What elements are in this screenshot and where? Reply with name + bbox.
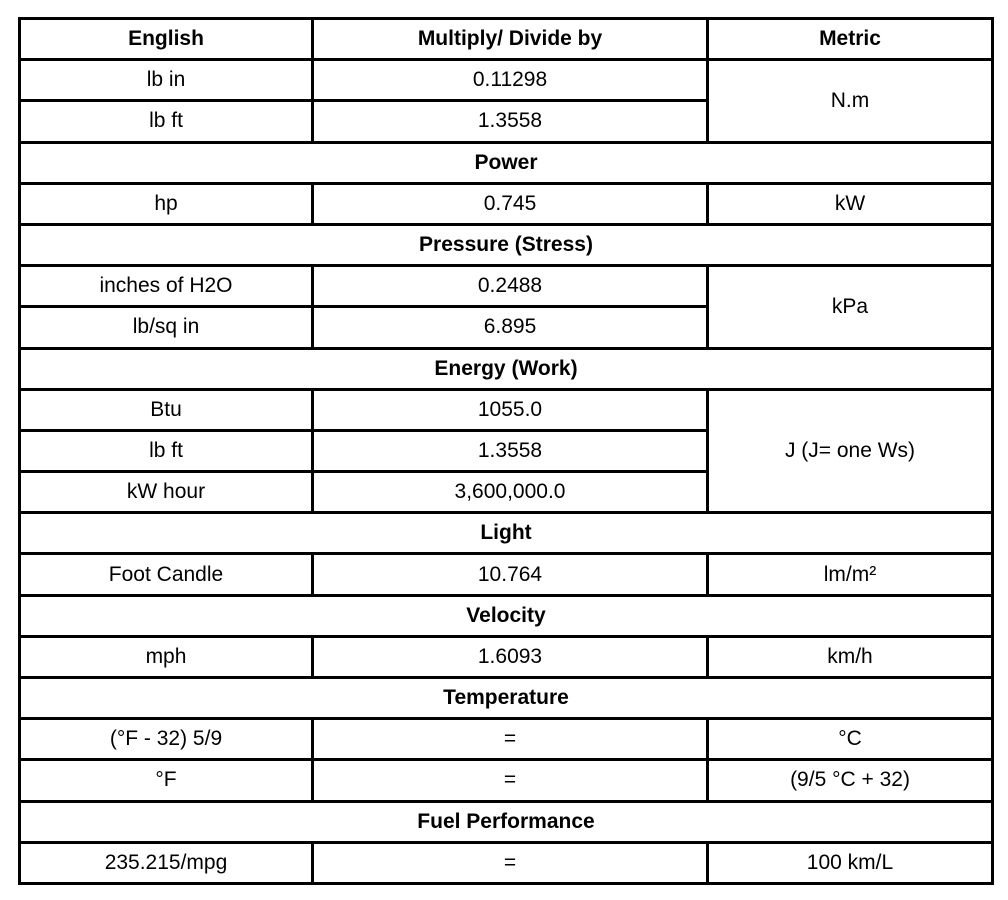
table-row xyxy=(20,60,993,101)
metric-cell: J (J= one Ws) xyxy=(708,389,993,513)
english-cell: mph xyxy=(20,636,313,677)
section-row xyxy=(20,142,993,183)
factor-cell: = xyxy=(313,760,708,801)
section-row xyxy=(20,678,993,719)
factor-cell: 1055.0 xyxy=(313,389,708,430)
english-cell: Foot Candle xyxy=(20,554,313,595)
section-row xyxy=(20,801,993,842)
english-cell: lb in xyxy=(20,60,313,101)
table-row xyxy=(20,842,993,883)
section-row xyxy=(20,595,993,636)
header-english: English xyxy=(20,19,313,60)
metric-cell: 100 km/L xyxy=(708,842,993,883)
section-title: Energy (Work) xyxy=(20,348,993,389)
header-metric: Metric xyxy=(708,19,993,60)
section-title: Temperature xyxy=(20,678,993,719)
metric-cell: km/h xyxy=(708,636,993,677)
header-row xyxy=(20,19,993,60)
factor-cell: 1.3558 xyxy=(313,101,708,142)
metric-cell: °C xyxy=(708,719,993,760)
table-row xyxy=(20,183,993,224)
section-title: Power xyxy=(20,142,993,183)
english-cell: (°F - 32) 5/9 xyxy=(20,719,313,760)
english-cell: °F xyxy=(20,760,313,801)
metric-cell: kW xyxy=(708,183,993,224)
section-row xyxy=(20,348,993,389)
english-cell: hp xyxy=(20,183,313,224)
factor-cell: 6.895 xyxy=(313,307,708,348)
table-row xyxy=(20,760,993,801)
conversion-table xyxy=(18,17,994,885)
factor-cell: = xyxy=(313,719,708,760)
header-factor: Multiply/ Divide by xyxy=(313,19,708,60)
table-row xyxy=(20,636,993,677)
section-title: Light xyxy=(20,513,993,554)
english-cell: lb ft xyxy=(20,430,313,471)
section-title: Fuel Performance xyxy=(20,801,993,842)
english-cell: lb ft xyxy=(20,101,313,142)
metric-cell: (9/5 °C + 32) xyxy=(708,760,993,801)
english-cell: kW hour xyxy=(20,472,313,513)
factor-cell: 3,600,000.0 xyxy=(313,472,708,513)
metric-cell: kPa xyxy=(708,266,993,348)
factor-cell: 1.3558 xyxy=(313,430,708,471)
section-title: Velocity xyxy=(20,595,993,636)
factor-cell: 10.764 xyxy=(313,554,708,595)
section-row xyxy=(20,513,993,554)
english-cell: lb/sq in xyxy=(20,307,313,348)
english-cell: Btu xyxy=(20,389,313,430)
factor-cell: 1.6093 xyxy=(313,636,708,677)
table-row xyxy=(20,389,993,430)
table-row xyxy=(20,266,993,307)
english-cell: inches of H2O xyxy=(20,266,313,307)
factor-cell: 0.2488 xyxy=(313,266,708,307)
metric-cell: lm/m² xyxy=(708,554,993,595)
section-row xyxy=(20,224,993,265)
section-title: Pressure (Stress) xyxy=(20,224,993,265)
english-cell: 235.215/mpg xyxy=(20,842,313,883)
table-row xyxy=(20,554,993,595)
table-row xyxy=(20,719,993,760)
factor-cell: 0.745 xyxy=(313,183,708,224)
factor-cell: = xyxy=(313,842,708,883)
factor-cell: 0.11298 xyxy=(313,60,708,101)
metric-cell: N.m xyxy=(708,60,993,142)
